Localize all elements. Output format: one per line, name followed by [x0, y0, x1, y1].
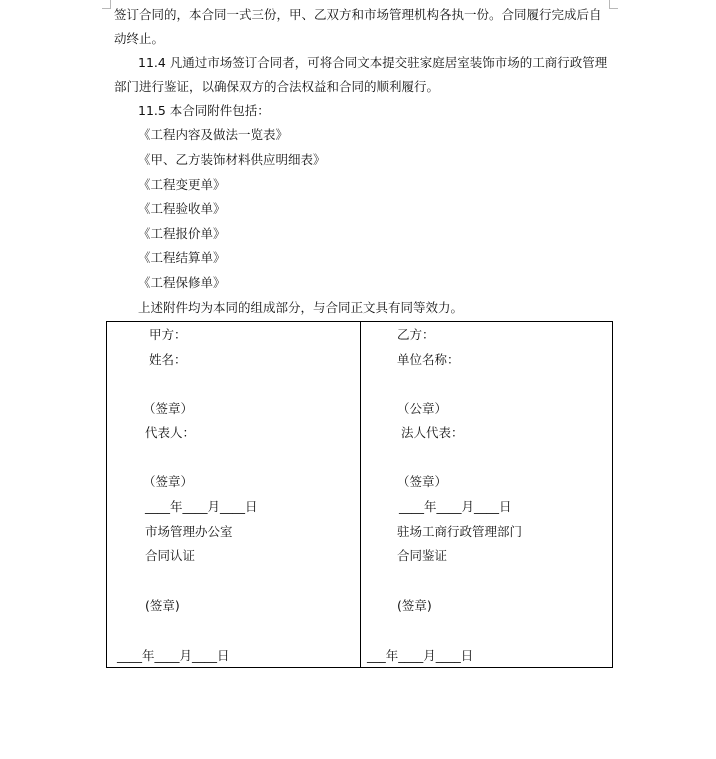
party-a-rep-label: 代表人： [145, 425, 196, 440]
text-line: 动终止。 [114, 31, 165, 46]
party-a-sign-label: （签章） [143, 401, 194, 416]
attachment-item: 《工程验收单》 [138, 201, 226, 216]
attachment-item: 《工程报价单》 [138, 226, 226, 241]
page-corner-mark-left [102, 0, 111, 9]
attachment-item: 《工程变更单》 [138, 177, 226, 192]
party-b-legal-rep-label: 法人代表： [401, 425, 464, 440]
party-a-rep-sign-label: （签章） [143, 474, 194, 489]
text-line: 部门进行鉴证，以确保双方的合法权益和合同的顺利履行。 [114, 79, 440, 94]
attachment-item: 《工程保修单》 [138, 275, 226, 290]
party-b-seal-label: （公章） [397, 401, 448, 416]
table-divider [360, 322, 361, 667]
clause-11-4: 11.4 凡通过市场签订合同者，可将合同文本提交驻家庭居室装饰市场的工商行政管理 [138, 55, 608, 70]
attachment-item: 《工程内容及做法一览表》 [138, 127, 289, 142]
party-b-date: ____年____月____日 [399, 499, 512, 514]
party-b-rep-sign-label: （签章） [397, 474, 448, 489]
party-a-label: 甲方： [149, 327, 187, 342]
dept-date: ___年____月____日 [367, 648, 474, 663]
signature-table [106, 321, 613, 668]
closing-statement: 上述附件均为本同的组成部分，与合同正文具有同等效力。 [138, 300, 464, 315]
attachment-item: 《甲、乙方装饰材料供应明细表》 [138, 152, 326, 167]
contract-cert-label: 合同认证 [145, 548, 196, 563]
office-date: ____年____月____日 [117, 648, 230, 663]
market-office-label: 市场管理办公室 [145, 524, 233, 539]
party-a-date: ____年____月____日 [145, 499, 258, 514]
text-line: 签订合同的，本合同一式三份，甲、乙双方和市场管理机构各执一份。合同履行完成后自 [114, 7, 602, 22]
attachment-item: 《工程结算单》 [138, 250, 226, 265]
party-a-name-label: 姓名： [149, 352, 187, 367]
admin-dept-label: 驻场工商行政管理部门 [397, 524, 523, 539]
page-corner-mark-right [609, 0, 618, 9]
office-sign-label: (签章) [145, 598, 180, 613]
party-b-label: 乙方： [397, 327, 435, 342]
contract-verify-label: 合同鉴证 [397, 548, 448, 563]
dept-sign-label: (签章) [397, 598, 432, 613]
party-b-unit-label: 单位名称： [397, 352, 460, 367]
clause-11-5: 11.5 本合同附件包括： [138, 103, 270, 118]
